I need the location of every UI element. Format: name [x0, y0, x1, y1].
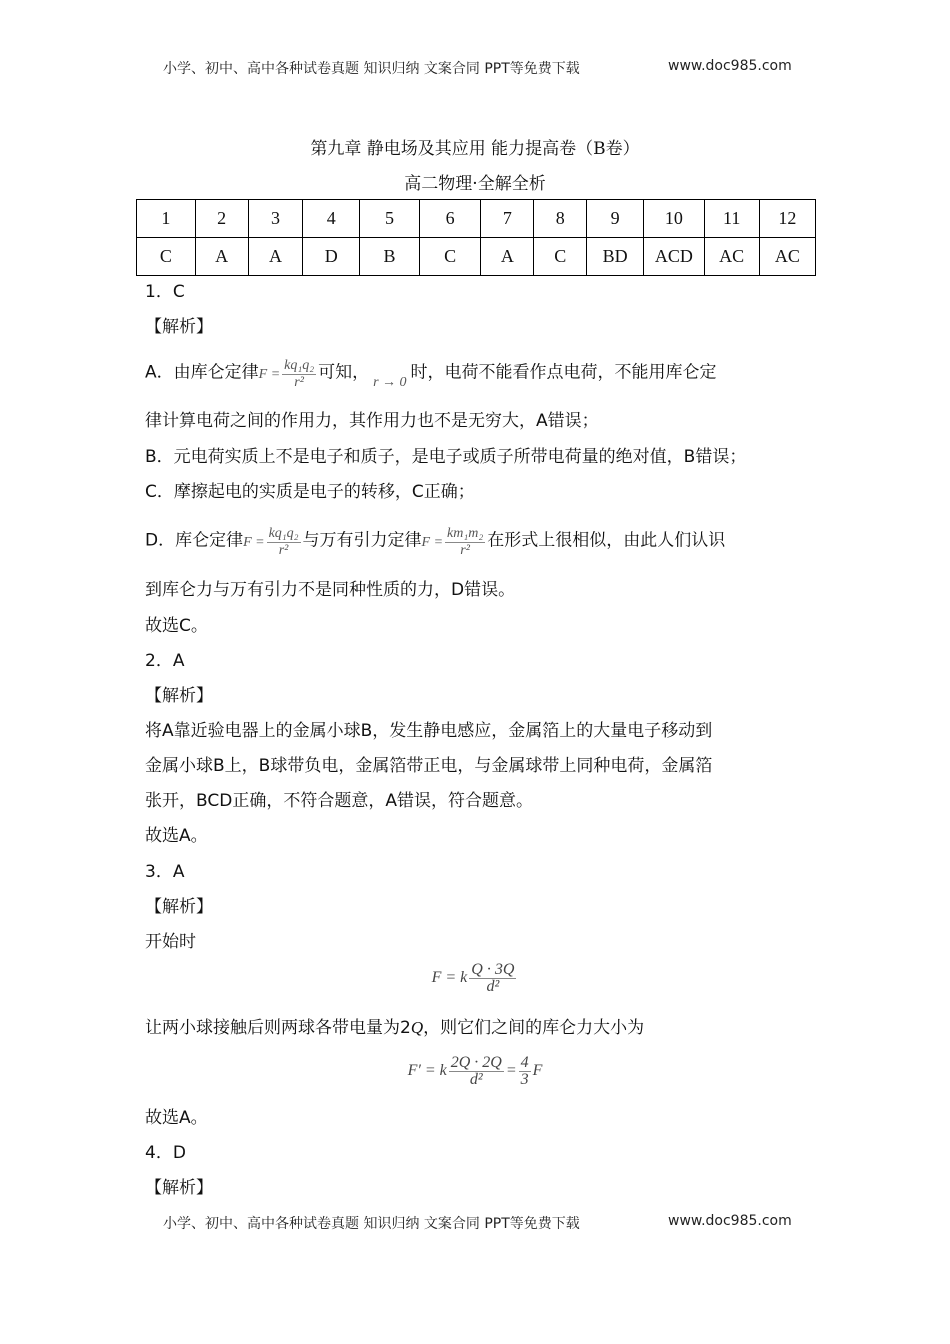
number-cell: 10: [644, 200, 704, 238]
table-row-numbers: [137, 200, 816, 238]
answer-cell: A: [481, 238, 534, 276]
q2-heading: 2．A: [145, 651, 185, 671]
limit-formula: r → 0: [373, 374, 407, 390]
number-cell: 7: [481, 200, 534, 238]
q3-line: [145, 1016, 644, 1040]
formula-num: km₁m₂: [447, 526, 484, 541]
text: ，则它们之间的库仑力大小为: [423, 1018, 645, 1038]
formula-eq: =: [505, 1062, 517, 1080]
number-cell: 3: [248, 200, 303, 238]
formula-num: kq₁q₂: [268, 526, 299, 541]
footer-url[interactable]: www.doc985.com: [668, 1213, 792, 1229]
q2-conclusion: 故选A。: [145, 826, 208, 846]
formula-num: kq₁q₂: [284, 358, 315, 373]
formula-den: 3: [520, 1071, 529, 1088]
number-cell: 4: [303, 200, 360, 238]
answer-cell: C: [419, 238, 481, 276]
formula-rhs: F: [532, 1062, 543, 1080]
q1-jiexi: 【解析】: [145, 317, 213, 337]
text: A．由库仑定律: [145, 362, 259, 383]
q1-option-d: [145, 526, 725, 559]
q1-heading: 1．C: [145, 282, 185, 302]
q1-option-b: B．元电荷实质上不是电子和质子，是电子或质子所带电荷量的绝对值，B错误；: [145, 447, 747, 467]
answer-cell: B: [360, 238, 420, 276]
q2-line: 金属小球B上，B球带负电，金属箔带正电，与金属球带上同种电荷，金属箔: [145, 756, 713, 776]
q1-option-c: C．摩擦起电的实质是电子的转移，C正确；: [145, 482, 475, 502]
table-row-answers: [137, 238, 816, 276]
answer-cell: A: [248, 238, 303, 276]
coulomb-formula: [258, 358, 318, 390]
doc-subtitle: 高二物理·全解全析: [404, 174, 546, 194]
q1-option-a: [145, 358, 717, 391]
formula-lhs: F =: [421, 534, 444, 550]
formula-lhs: F′ = k: [407, 1062, 447, 1080]
answer-table: [136, 199, 816, 276]
answer-cell: BD: [587, 238, 644, 276]
gravity-formula: [421, 526, 488, 558]
text: 在形式上很相似，由此人们认识: [487, 530, 726, 551]
text: 可知，: [318, 362, 370, 383]
footer-text: 小学、初中、高中各种试卷真题 知识归纳 文案合同 PPT等免费下载: [163, 1216, 580, 1232]
answer-cell: C: [137, 238, 196, 276]
formula-den: r²: [278, 543, 289, 558]
formula-den: d²: [486, 978, 500, 995]
doc-title: 第九章 静电场及其应用 能力提高卷（B卷）: [310, 139, 640, 159]
text: Q: [410, 1018, 424, 1037]
q3-conclusion: 故选A。: [145, 1108, 208, 1128]
answer-cell: AC: [704, 238, 759, 276]
q3-formula-initial: [0, 962, 950, 995]
header-text: 小学、初中、高中各种试卷真题 知识归纳 文案合同 PPT等免费下载: [163, 61, 580, 77]
q3-heading: 3．A: [145, 862, 185, 882]
formula-lhs: F = k: [431, 969, 468, 987]
formula-den: r²: [294, 375, 304, 390]
number-cell: 6: [419, 200, 481, 238]
number-cell: 2: [195, 200, 248, 238]
q1-option-d-cont: 到库仑力与万有引力不是同种性质的力，D错误。: [145, 580, 516, 600]
answer-cell: A: [195, 238, 248, 276]
coulomb-formula: [243, 526, 302, 558]
text: 让两小球接触后则两球各带电量为2: [145, 1018, 411, 1038]
page-footer: [163, 1213, 792, 1233]
number-cell: 8: [534, 200, 587, 238]
answer-cell: AC: [759, 238, 815, 276]
q2-line: 将A靠近验电器上的金属小球B，发生静电感应，金属箔上的大量电子移动到: [145, 721, 713, 741]
number-cell: 1: [137, 200, 196, 238]
q2-jiexi: 【解析】: [145, 686, 213, 706]
answer-cell: C: [534, 238, 587, 276]
formula-num: 4: [520, 1054, 529, 1071]
number-cell: 5: [360, 200, 420, 238]
header-url[interactable]: www.doc985.com: [668, 58, 792, 74]
formula-num: Q · 3Q: [471, 961, 515, 978]
formula-lhs: F =: [258, 366, 281, 382]
q3-formula-after: [0, 1055, 950, 1088]
text: 时，电荷不能看作点电荷，不能用库仑定: [410, 362, 717, 383]
q3-line: 开始时: [145, 932, 196, 952]
formula-den: r²: [460, 543, 470, 558]
formula-lhs: F =: [243, 534, 265, 550]
q4-jiexi: 【解析】: [145, 1178, 213, 1198]
text: 与万有引力定律: [302, 530, 422, 551]
number-cell: 9: [587, 200, 644, 238]
q4-heading: 4．D: [145, 1143, 186, 1163]
number-cell: 11: [704, 200, 759, 238]
formula-num: 2Q · 2Q: [450, 1054, 502, 1071]
q1-conclusion: 故选C。: [145, 616, 208, 636]
page-header: [163, 58, 792, 78]
formula-den: d²: [469, 1071, 483, 1088]
q3-jiexi: 【解析】: [145, 897, 213, 917]
number-cell: 12: [759, 200, 815, 238]
q2-line: 张开，BCD正确，不符合题意，A错误，符合题意。: [145, 791, 533, 811]
answer-cell: ACD: [644, 238, 704, 276]
q1-option-a-cont: 律计算电荷之间的作用力，其作用力也不是无穷大，A错误；: [145, 411, 599, 431]
text: D．库仑定律: [145, 530, 244, 551]
answer-cell: D: [303, 238, 360, 276]
